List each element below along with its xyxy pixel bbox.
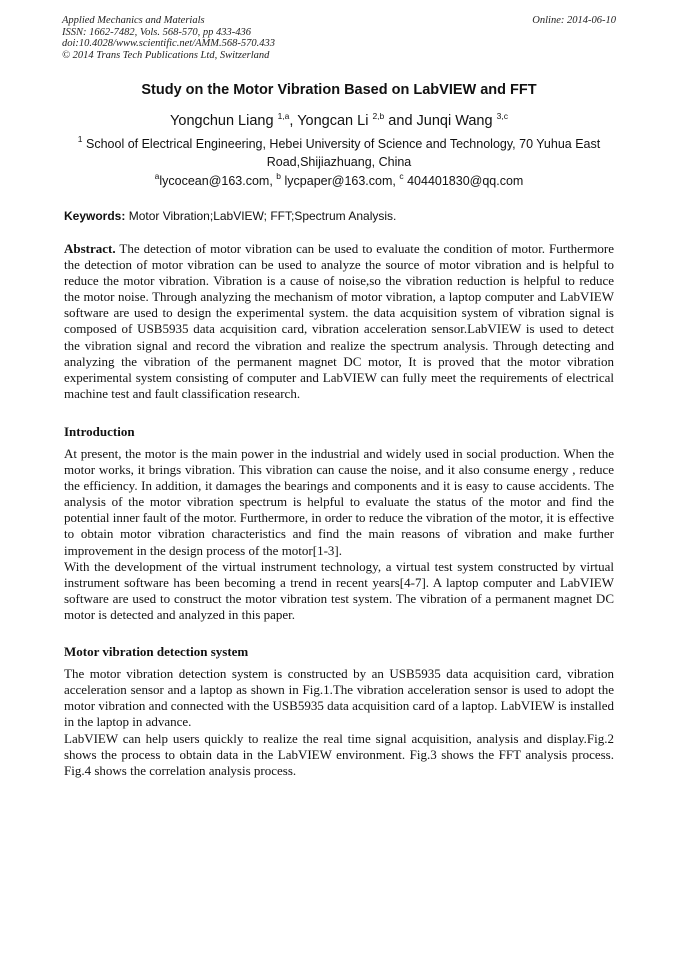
email-address: 404401830@qq.com [407,174,524,188]
detection-paragraph-2: LabVIEW can help users quickly to realize the real time signal acquisition, analysis and display.Fig.2 shows the process to obtain data in the LabVIEW environment. Fig.3 shows the FFT analysis process. Fig.4 shows the correlation analysis process. [64,731,614,779]
affiliation [64,136,614,171]
email-sup: c [399,171,404,181]
author-sup: 3,c [496,111,508,121]
author-list: Yongchun Liang $^{1,a}$, Yongcan Li $^{2,b}$ and Junqi Wang $^{3,c}$ [170,111,508,129]
journal-header [62,15,616,61]
abstract-label: Abstract. [64,241,116,256]
author-name: Yongchun Liang [170,113,274,129]
author-name: Junqi Wang [416,113,493,129]
abstract-text: The detection of motor vibration can be used to evaluate the condition of motor. Furthermore the detection of motor vibration can be used to analyze the source of motor vibration and is helpful to reduce the motor vibration. Vibration is a cause of noise,so the vibration reduction is helpful to reduce the motor noise. Through analyzing the mechanism of motor vibration, a laptop computer and LabVIEW software are used to design the experimental system. the data acquisition system of vibration signal is composed of USB5935 data acquisition card, vibration acceleration sensor.LabVIEW is used to detect the vibration signal and record the vibration and realize the spectrum analysis. Through detecting and analyzing the vibration of the permanent magnet DC motor, It is proved that the motor vibration experimental system consisting of computer and LabVIEW can fully meet the requirements of electrical machine test and fault classification research. [64,241,614,401]
affiliation-sup: 1 [77,134,83,144]
section-heading-detection: Motor vibration detection system [64,644,249,659]
issn-line: ISSN: 1662-7482, Vols. 568-570, pp 433-436 [62,26,251,38]
email-address: lycocean@163.com [159,174,270,188]
intro-paragraph-2: With the development of the virtual instrument technology, a virtual test system constructed by virtual instrument software has been becoming a trend in recent years[4-7]. A laptop computer and LabVIEW software are used to construct the motor vibration test system. The vibration of a permanent magnet DC motor is detected and analyzed in this paper. [64,559,614,623]
keywords [64,209,614,223]
email-sup: b [276,171,282,181]
email-sup: a [154,171,160,181]
online-date: Online: 2014-06-10 [532,15,616,26]
author-sup: 2,b [372,111,385,121]
author-sup: 1,a [277,111,290,121]
intro-paragraph-1: At present, the motor is the main power in the industrial and widely used in social production. When the motor works, it brings vibration. This vibration can cause the noise, and it also consume energy , reduce the efficiency. In addition, it damages the bearings and components and it is easy to cause accidents. The analysis of the motor vibration spectrum is helpful to evaluate the status of the motor and find the potential inner fault of the motor. Furthermore, in order to reduce the vibration of the motor, it is effective to obtain motor vibration characteristics and find the main reasons of vibration and make further improvement in the design process of the motor[1-3]. [64,446,614,558]
copyright-line: © 2014 Trans Tech Publications Ltd, Switzerland [62,49,270,61]
keywords-label: Keywords: [64,209,126,223]
email-address: lycpaper@163.com [284,174,393,188]
journal-name: Applied Mechanics and Materials [62,15,205,26]
affiliation-text: School of Electrical Engineering, Hebei University of Science and Technology, 70 Yuhua East Road,Shijiazhuang, China [86,137,601,169]
detection-paragraph-1: The motor vibration detection system is constructed by an USB5935 data acquisition card, vibration acceleration sensor and a laptop as shown in Fig.1.The vibration acceleration sensor is used to adopt the motor vibration and connected with the USB5935 data acquisition card of a laptop. LabVIEW is installed in the laptop in advance. [64,666,614,730]
abstract [64,241,614,402]
email-list: $^a$lycocean@163.com, $^b$ lycpaper@163.com, $^c$ 404401830@qq.com [154,171,524,188]
doi-line: doi:10.4028/www.scientific.net/AMM.568-570.433 [62,38,275,49]
author-name: Yongcan Li [297,113,369,129]
paper-title: Study on the Motor Vibration Based on LabVIEW and FFT [141,82,537,98]
section-heading-introduction: Introduction [64,424,135,439]
keywords-text: Motor Vibration;LabVIEW; FFT;Spectrum Analysis. [128,209,397,223]
